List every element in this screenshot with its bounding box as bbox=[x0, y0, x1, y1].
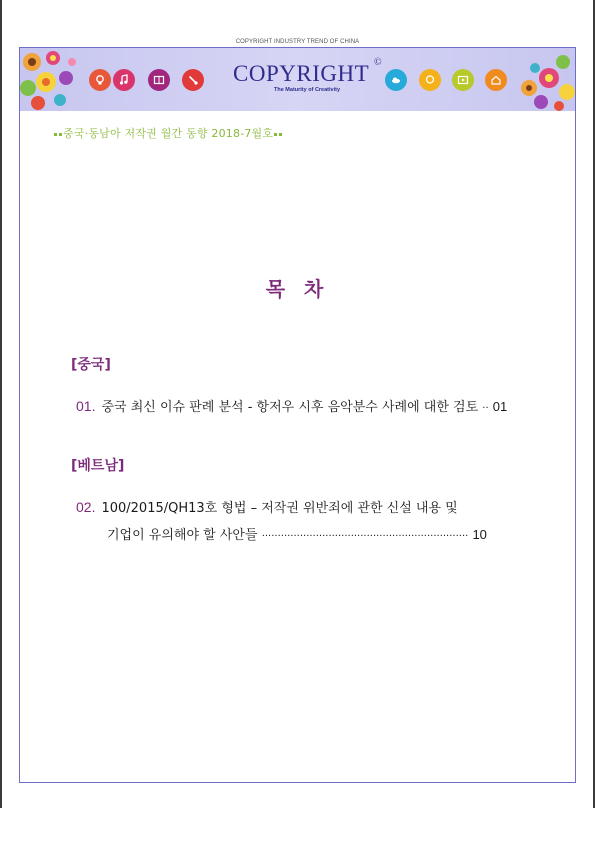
dot-leader: ································································· bbox=[261, 531, 469, 542]
dot-leader: ·· bbox=[482, 403, 489, 414]
logo-subtitle: The Maturity of Creativity bbox=[274, 87, 341, 93]
entry-page-number: 01 bbox=[492, 399, 508, 414]
left-border-line bbox=[0, 0, 2, 808]
page-frame bbox=[19, 47, 576, 783]
entry-title: 100/2015/QH13호 형법 – 저작권 위반죄에 관한 신설 내용 및 bbox=[101, 501, 458, 516]
brush-icon bbox=[182, 69, 204, 91]
toc-entry-02-continued[interactable] bbox=[107, 524, 487, 543]
flower-decoration-left bbox=[20, 48, 80, 111]
entry-title: 중국 최신 이슈 판례 분석 - 항저우 시후 음악분수 사례에 대한 검토 bbox=[101, 400, 479, 415]
logo-copyright-mark: © bbox=[374, 57, 382, 68]
section-heading-vietnam: [베트남] bbox=[71, 458, 125, 474]
entry-number: 02. bbox=[76, 499, 96, 515]
toc-entry-02[interactable] bbox=[76, 497, 458, 516]
bullet-square bbox=[274, 133, 277, 136]
film-icon bbox=[452, 69, 474, 91]
house-icon bbox=[485, 69, 507, 91]
logo-title: COPYRIGHT bbox=[233, 61, 370, 86]
head-icon bbox=[419, 69, 441, 91]
bullet-square bbox=[59, 133, 62, 136]
toc-title: 목 차 bbox=[265, 277, 330, 301]
entry-number: 01. bbox=[76, 398, 96, 414]
bullet-square bbox=[54, 133, 57, 136]
header-caption: COPYRIGHT INDUSTRY TREND OF CHINA bbox=[235, 39, 360, 45]
entry-page-number: 10 bbox=[472, 527, 487, 542]
report-issue-text: 중국·동남아 저작권 월간 동향 2018-7월호 bbox=[63, 127, 274, 140]
flower-decoration-right bbox=[515, 48, 575, 111]
header-banner bbox=[20, 48, 575, 111]
cloud-icon bbox=[385, 69, 407, 91]
book-icon bbox=[148, 69, 170, 91]
bullet-square bbox=[279, 133, 282, 136]
report-issue-line bbox=[53, 125, 283, 141]
music-note-icon bbox=[113, 69, 135, 91]
section-heading-china: [중국] bbox=[71, 357, 111, 373]
lightbulb-icon bbox=[89, 69, 111, 91]
entry-title-continued: 기업이 유의해야 할 사안들 bbox=[107, 528, 258, 543]
toc-entry-01[interactable] bbox=[76, 396, 507, 415]
